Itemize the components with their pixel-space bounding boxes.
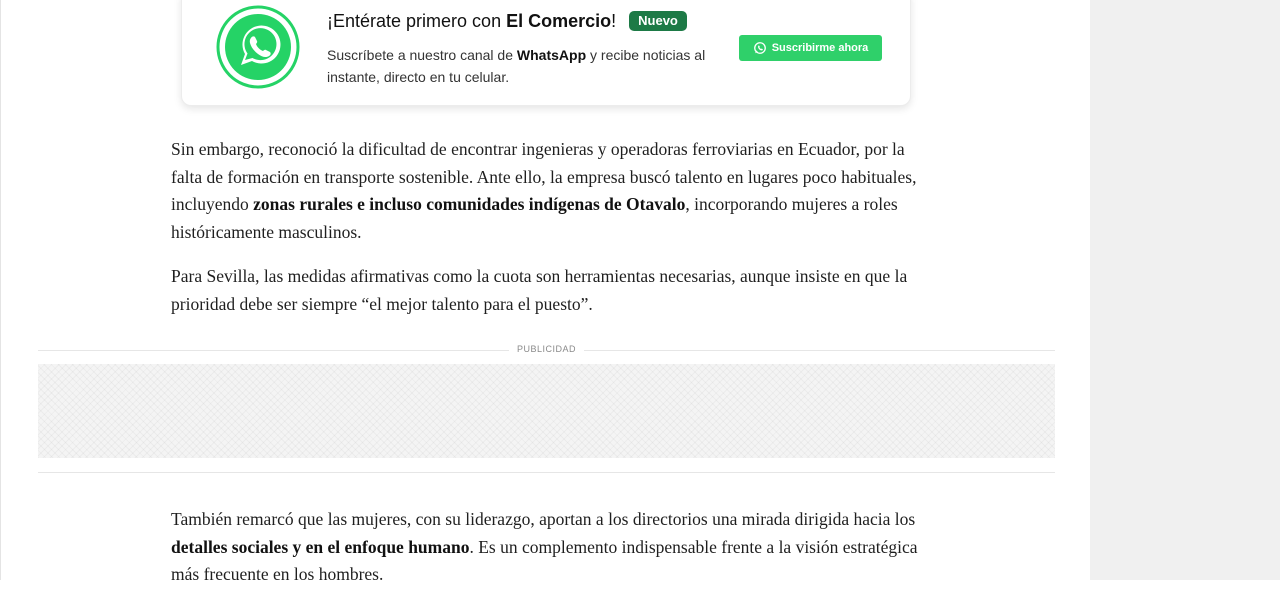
whatsapp-icon (753, 41, 767, 55)
paragraph-1-bold: zonas rurales e incluso comunidades indígenas de Otavalo (253, 194, 686, 214)
ad-bottom-divider (38, 472, 1055, 473)
paragraph-1-text-a: Sin embargo, reconoció la dificultad de encontrar ingenieras y operadoras ferroviarias en Ecuador, por la falta de formación en transporte sostenible. Ante ello, la empresa buscó talento en lugares poco habituales, incluyendo (171, 139, 917, 214)
right-sidebar-gutter (1090, 0, 1280, 580)
subscribe-button[interactable] (739, 35, 882, 61)
ad-label-text: PUBLICIDAD (509, 344, 584, 354)
promo-desc-suffix: y recibe noticias al instante, directo en tu celular. (327, 47, 706, 85)
ad-slot[interactable] (38, 364, 1055, 458)
paragraph-3-bold: detalles sociales y en el enfoque humano (171, 536, 470, 557)
subscribe-button-label: Suscribirme ahora (771, 42, 869, 54)
new-badge: Nuevo (629, 11, 687, 31)
paragraph-2-text: Para Sevilla, las medidas afirmativas como la cuota son herramientas necesarias, aunque insiste en que la prioridad debe ser siempre “el mejor talento para el puesto”. (171, 266, 908, 314)
article-paragraph-3 (171, 506, 931, 589)
article-paragraph-1 (171, 136, 931, 246)
paragraph-3-text-a: También remarcó que las mujeres, con su liderazgo, aportan a los directorios una mirada dirigida hacia los (171, 509, 916, 529)
whatsapp-promo-card (181, 0, 911, 106)
paragraph-1-text-b: , incorporando mujeres a roles históricamente masculinos. (171, 194, 898, 242)
promo-desc-whatsapp: WhatsApp (516, 47, 587, 63)
promo-title-suffix: ! (611, 11, 617, 31)
paragraph-3-text-b: . Es un complemento indispensable frente a la visión estratégica más frecuente en los hombres. (171, 536, 918, 584)
ad-label (38, 344, 1055, 354)
promo-desc-prefix: Suscríbete a nuestro canal de (327, 47, 517, 63)
promo-description (327, 44, 727, 88)
promo-title-prefix: ¡Entérate primero con (327, 11, 507, 31)
page-left-rule (0, 0, 1, 580)
promo-title-brand: El Comercio (506, 11, 612, 31)
article-paragraph-2 (171, 263, 931, 318)
whatsapp-icon (216, 5, 300, 89)
promo-title (327, 11, 687, 32)
